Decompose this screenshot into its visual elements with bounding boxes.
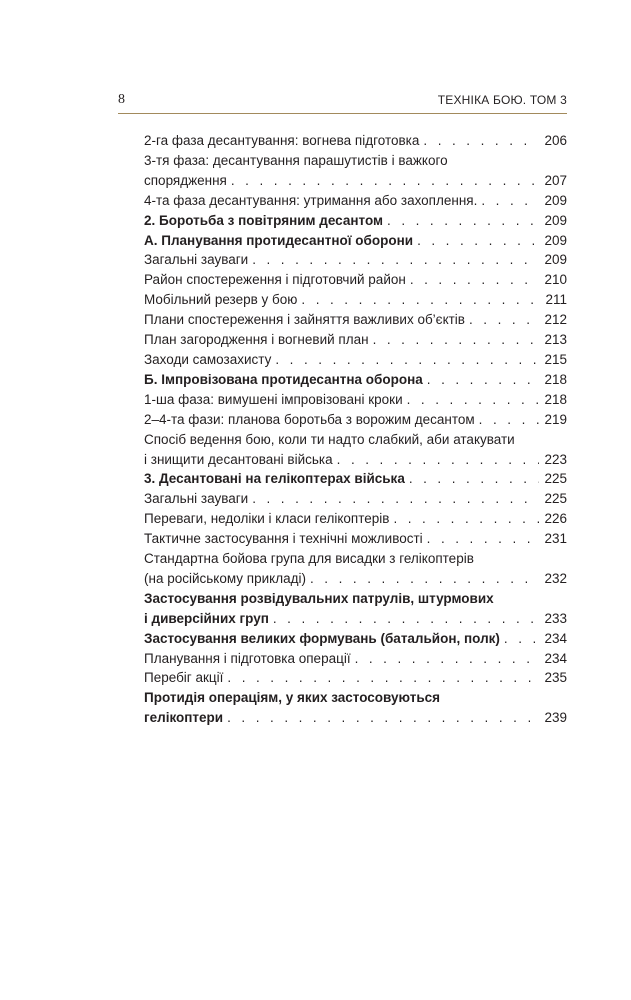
toc-entry [144, 489, 567, 509]
toc-entry-title: Плани спостереження і зайняття важливих об’єктів [144, 312, 465, 328]
table-of-contents [144, 131, 567, 728]
toc-entry-page: 231 [544, 531, 567, 547]
toc-section-heading [144, 589, 567, 629]
toc-entry-title-line: Стандартна бойова група для висадки з гелікоптерів [144, 551, 474, 567]
toc-leader-dots [252, 250, 539, 270]
toc-leader-dots [337, 450, 539, 470]
toc-entry-title: План загородження і вогневий план [144, 332, 369, 348]
toc-entry [144, 529, 567, 549]
toc-entry-page: 234 [544, 630, 567, 646]
toc-leader-dots [481, 191, 539, 211]
toc-entry [144, 131, 567, 151]
toc-entry-page: 225 [544, 471, 567, 487]
toc-entry-page: 234 [544, 650, 567, 666]
toc-leader-dots [227, 708, 539, 728]
toc-leader-dots [275, 350, 539, 370]
toc-leader-dots [252, 489, 539, 509]
toc-entry-title: Загальні зауваги [144, 252, 249, 268]
toc-entry-page: 219 [544, 411, 567, 427]
toc-entry-title: 1-ша фаза: вимушені імпровізовані кроки [144, 391, 403, 407]
toc-entry [144, 549, 567, 589]
toc-entry-title: гелікоптери [144, 710, 224, 726]
toc-entry-title: Планування і підготовка операції [144, 650, 351, 666]
toc-entry-page: 232 [544, 570, 567, 586]
toc-leader-dots [387, 211, 539, 231]
toc-section-heading [144, 629, 567, 649]
toc-leader-dots [423, 131, 539, 151]
toc-entry-page: 209 [544, 252, 567, 268]
toc-entry [144, 330, 567, 350]
toc-entry-title: і диверсійних груп [144, 610, 269, 626]
toc-leader-dots [407, 390, 539, 410]
toc-entry-page: 209 [544, 192, 567, 208]
toc-entry-title: Загальні зауваги [144, 491, 249, 507]
toc-leader-dots [427, 370, 539, 390]
toc-entry-page: 207 [544, 172, 567, 188]
toc-entry [144, 270, 567, 290]
toc-section-heading [144, 688, 567, 728]
toc-entry-page: 210 [544, 272, 567, 288]
toc-entry-title: А. Планування протидесантної оборони [144, 232, 414, 248]
toc-entry-page: 212 [544, 312, 567, 328]
toc-leader-dots [310, 569, 539, 589]
toc-entry-page: 218 [544, 391, 567, 407]
running-title: ТЕХНІКА БОЮ. ТОМ 3 [437, 93, 567, 107]
toc-entry [144, 390, 567, 410]
toc-leader-dots [227, 668, 539, 688]
toc-leader-dots [469, 310, 539, 330]
page-number: 8 [118, 92, 125, 107]
toc-entry-title-line: 3-тя фаза: десантування парашутистів і важкого [144, 152, 448, 168]
running-header [118, 92, 567, 112]
toc-entry-title: 4-та фаза десантування: утримання або захоплення. [144, 192, 478, 208]
toc-entry-page: 206 [544, 133, 567, 148]
toc-entry-page: 223 [544, 451, 567, 467]
toc-entry [144, 668, 567, 688]
toc-entry-page: 225 [544, 491, 567, 507]
toc-entry [144, 509, 567, 529]
toc-leader-dots [504, 629, 539, 649]
toc-leader-dots [373, 330, 539, 350]
toc-section-heading [144, 231, 567, 251]
toc-entry-title: (на російському прикладі) [144, 570, 306, 586]
toc-entry-page: 226 [544, 511, 567, 527]
toc-entry [144, 151, 567, 191]
toc-leader-dots [479, 410, 539, 430]
toc-entry-title: і знищити десантовані війська [144, 451, 333, 467]
toc-entry [144, 410, 567, 430]
toc-section-heading [144, 370, 567, 390]
toc-entry [144, 290, 567, 310]
toc-entry-page: 215 [544, 351, 567, 367]
toc-entry [144, 310, 567, 330]
toc-entry-title: 3. Десантовані на гелікоптерах війська [144, 471, 405, 487]
toc-entry [144, 191, 567, 211]
toc-leader-dots [427, 529, 539, 549]
toc-entry-title: Переваги, недоліки і класи гелікоптерів [144, 511, 390, 527]
toc-entry-page: 209 [544, 232, 567, 248]
toc-section-heading [144, 469, 567, 489]
toc-entry-page: 235 [544, 670, 567, 686]
toc-entry-title: Б. Імпровізована протидесантна оборона [144, 371, 423, 387]
toc-entry-title: Заходи самозахисту [144, 351, 272, 367]
toc-leader-dots [409, 469, 539, 489]
toc-entry [144, 350, 567, 370]
toc-entry-title-line: Протидія операціям, у яких застосовуються [144, 690, 441, 706]
toc-entry-title-line: Застосування розвідувальних патрулів, штурмових [144, 590, 494, 606]
toc-entry-title: 2. Боротьба з повітряним десантом [144, 212, 384, 228]
toc-entry-title: Тактичне застосування і технічні можливості [144, 531, 423, 547]
toc-leader-dots [410, 270, 539, 290]
toc-entry-title: 2-га фаза десантування: вогнева підготовка [144, 133, 420, 148]
toc-leader-dots [393, 509, 539, 529]
toc-entry-title: 2–4-та фази: планова боротьба з ворожим десантом [144, 411, 475, 427]
toc-entry [144, 250, 567, 270]
header-rule [118, 113, 567, 114]
toc-entry-title: Мобільний резерв у бою [144, 292, 298, 308]
toc-section-heading [144, 211, 567, 231]
toc-entry-page: 233 [544, 610, 567, 626]
toc-leader-dots [417, 231, 539, 251]
toc-leader-dots [231, 171, 539, 191]
toc-entry [144, 430, 567, 470]
toc-entry-page: 213 [544, 332, 567, 348]
toc-entry-title-line: Спосіб ведення бою, коли ти надто слабкий, аби атакувати [144, 431, 515, 447]
toc-entry [144, 649, 567, 669]
toc-leader-dots [355, 649, 539, 669]
toc-leader-dots [301, 290, 539, 310]
toc-entry-page: 239 [544, 710, 567, 726]
toc-entry-title: спорядження [144, 172, 227, 188]
toc-leader-dots [273, 609, 539, 629]
toc-entry-page: 218 [544, 371, 567, 387]
toc-entry-title: Застосування великих формувань (батальйон, полк) [144, 630, 500, 646]
toc-entry-title: Перебіг акції [144, 670, 224, 686]
toc-entry-page: 211 [545, 292, 567, 308]
toc-entry-title: Район спостереження і підготовчий район [144, 272, 406, 288]
toc-entry-page: 209 [544, 212, 567, 228]
